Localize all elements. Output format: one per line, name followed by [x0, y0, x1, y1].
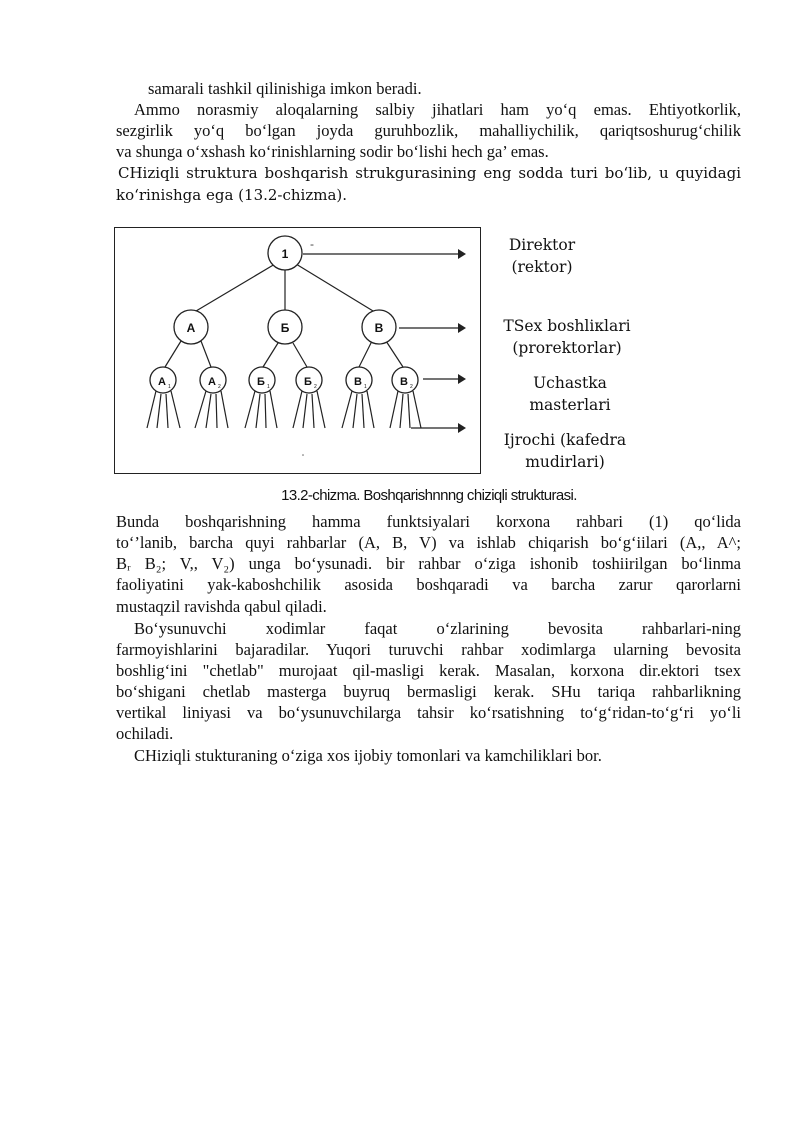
node-subscript: 1 [364, 384, 367, 390]
node-label-v2: В [400, 376, 408, 388]
paragraph-line: Ammo norasmiy aloqalarning salbiy jihatlari ham yo‘q emas. Ehtiyotkorlik, [134, 100, 741, 119]
arrow-icon [458, 423, 466, 433]
arrow-icon [458, 374, 466, 384]
node-label-b1: Б [257, 376, 265, 388]
node-label-a: А [186, 321, 196, 335]
worker-lines [147, 391, 421, 428]
node-label-b: Б [280, 321, 290, 335]
paragraph-line: farmoyishlarini bajaradilar. Yuqori turuvchi rahbar xodimlarga ularning bevosita [116, 640, 741, 659]
paragraph-line: vertikal liniyasi va bo‘ysunuvchilarga tahsir ko‘rsatishning to‘g‘ridan-to‘g‘ri yo‘li [116, 703, 741, 722]
node-subscript: 2 [314, 384, 317, 390]
paragraph-line: ko‘rinishga ega (13.2-chizma). [116, 186, 348, 204]
node-label-v1: В [354, 376, 362, 388]
level-label-line: Uchastka [533, 374, 607, 392]
paragraph-line: CHiziqli stukturaning o‘ziga xos ijobiy tomonlari va kamchiliklari bor. [134, 746, 602, 765]
level-label-line: masterlari [529, 396, 611, 414]
paragraph-line: ochiladi. [116, 724, 174, 743]
arrow-icon [458, 323, 466, 333]
level-label-line: Direktor [508, 236, 576, 254]
arrow-icon [458, 249, 466, 259]
paragraph-line: bo‘shigani chetlab masterga buyruq bermasligi kerak. SHu tariqa rahbarlikning [116, 682, 741, 701]
level-label [496, 234, 588, 278]
node-label-a1: А [158, 376, 166, 388]
paragraph-line: Bunda boshqarishning hamma funktsiyalari korxona rahbari (1) qo‘lida [116, 512, 741, 531]
svg-text:-: - [310, 237, 314, 251]
level-label-line: mudirlari) [525, 453, 605, 471]
node-subscript: 1 [267, 384, 270, 390]
node-subscript: 2 [218, 384, 221, 390]
figure-caption: 13.2-chizma. Boshqarishnnng chiziqli strukturasi. [281, 487, 577, 504]
level-label [494, 315, 640, 359]
node-subscript: 2 [410, 384, 413, 390]
org-chart-diagram [0, 0, 800, 500]
node-label-top: 1 [281, 247, 289, 261]
level-label [500, 429, 630, 473]
paragraph-line: CHiziqli struktura boshqarish strukgurasining eng sodda turi bo‘lib, u quyidagi [118, 164, 741, 182]
paragraph-line: Bo‘ysunuvchi xodimlar faqat o‘zlarining bevosita rahbarlari-ning [134, 619, 741, 638]
paragraph-line: to‘’lanib, barcha quyi rahbarlar (A, B, V) va ishlab chiqarish bo‘g‘iilari (A,, A^; [116, 533, 741, 552]
level-label-line: TSex boshliкlari [503, 317, 631, 335]
level-label-line: (rektor) [511, 258, 573, 276]
paragraph-line: boshlig‘ini "chetlab" murojaat qil-masligi kerak. Masalan, korxona dir.ektori tsex [116, 661, 741, 680]
arrowheads [458, 249, 466, 433]
node-label-a2: А [208, 376, 216, 388]
paragraph-line: samarali tashkil qilinishiga imkon beradi. [148, 79, 422, 98]
paragraph-line: sezgirlik yo‘q bo‘lgan joyda guruhbozlik, mahalliychilik, qariqtsoshurug‘chilik [116, 121, 741, 140]
node-subscript: 1 [168, 384, 171, 390]
paragraph-line: va shunga o‘xshash ko‘rinishlarning sodir bo‘lishi hech ga’ emas. [116, 142, 549, 161]
level-label-line: (prorektorlar) [512, 339, 622, 357]
paragraph-line: faoliyatini yak-kaboshchilik asosida boshqaradi va barcha zarur qarorlarni [116, 575, 741, 594]
level-label [520, 372, 620, 416]
node-label-b2: Б [304, 376, 312, 388]
paragraph-line: Bᵣ B₂; V,, V₂) unga bo‘ysunadi. bir rahbar o‘ziga ishonib toshiirilgan bo‘linma [116, 554, 741, 573]
node-label-v: В [374, 321, 384, 335]
paragraph-line: mustaqzil ravishda qabul qiladi. [116, 597, 327, 616]
level-label-line: Ijrochi (kafedra [503, 431, 627, 449]
